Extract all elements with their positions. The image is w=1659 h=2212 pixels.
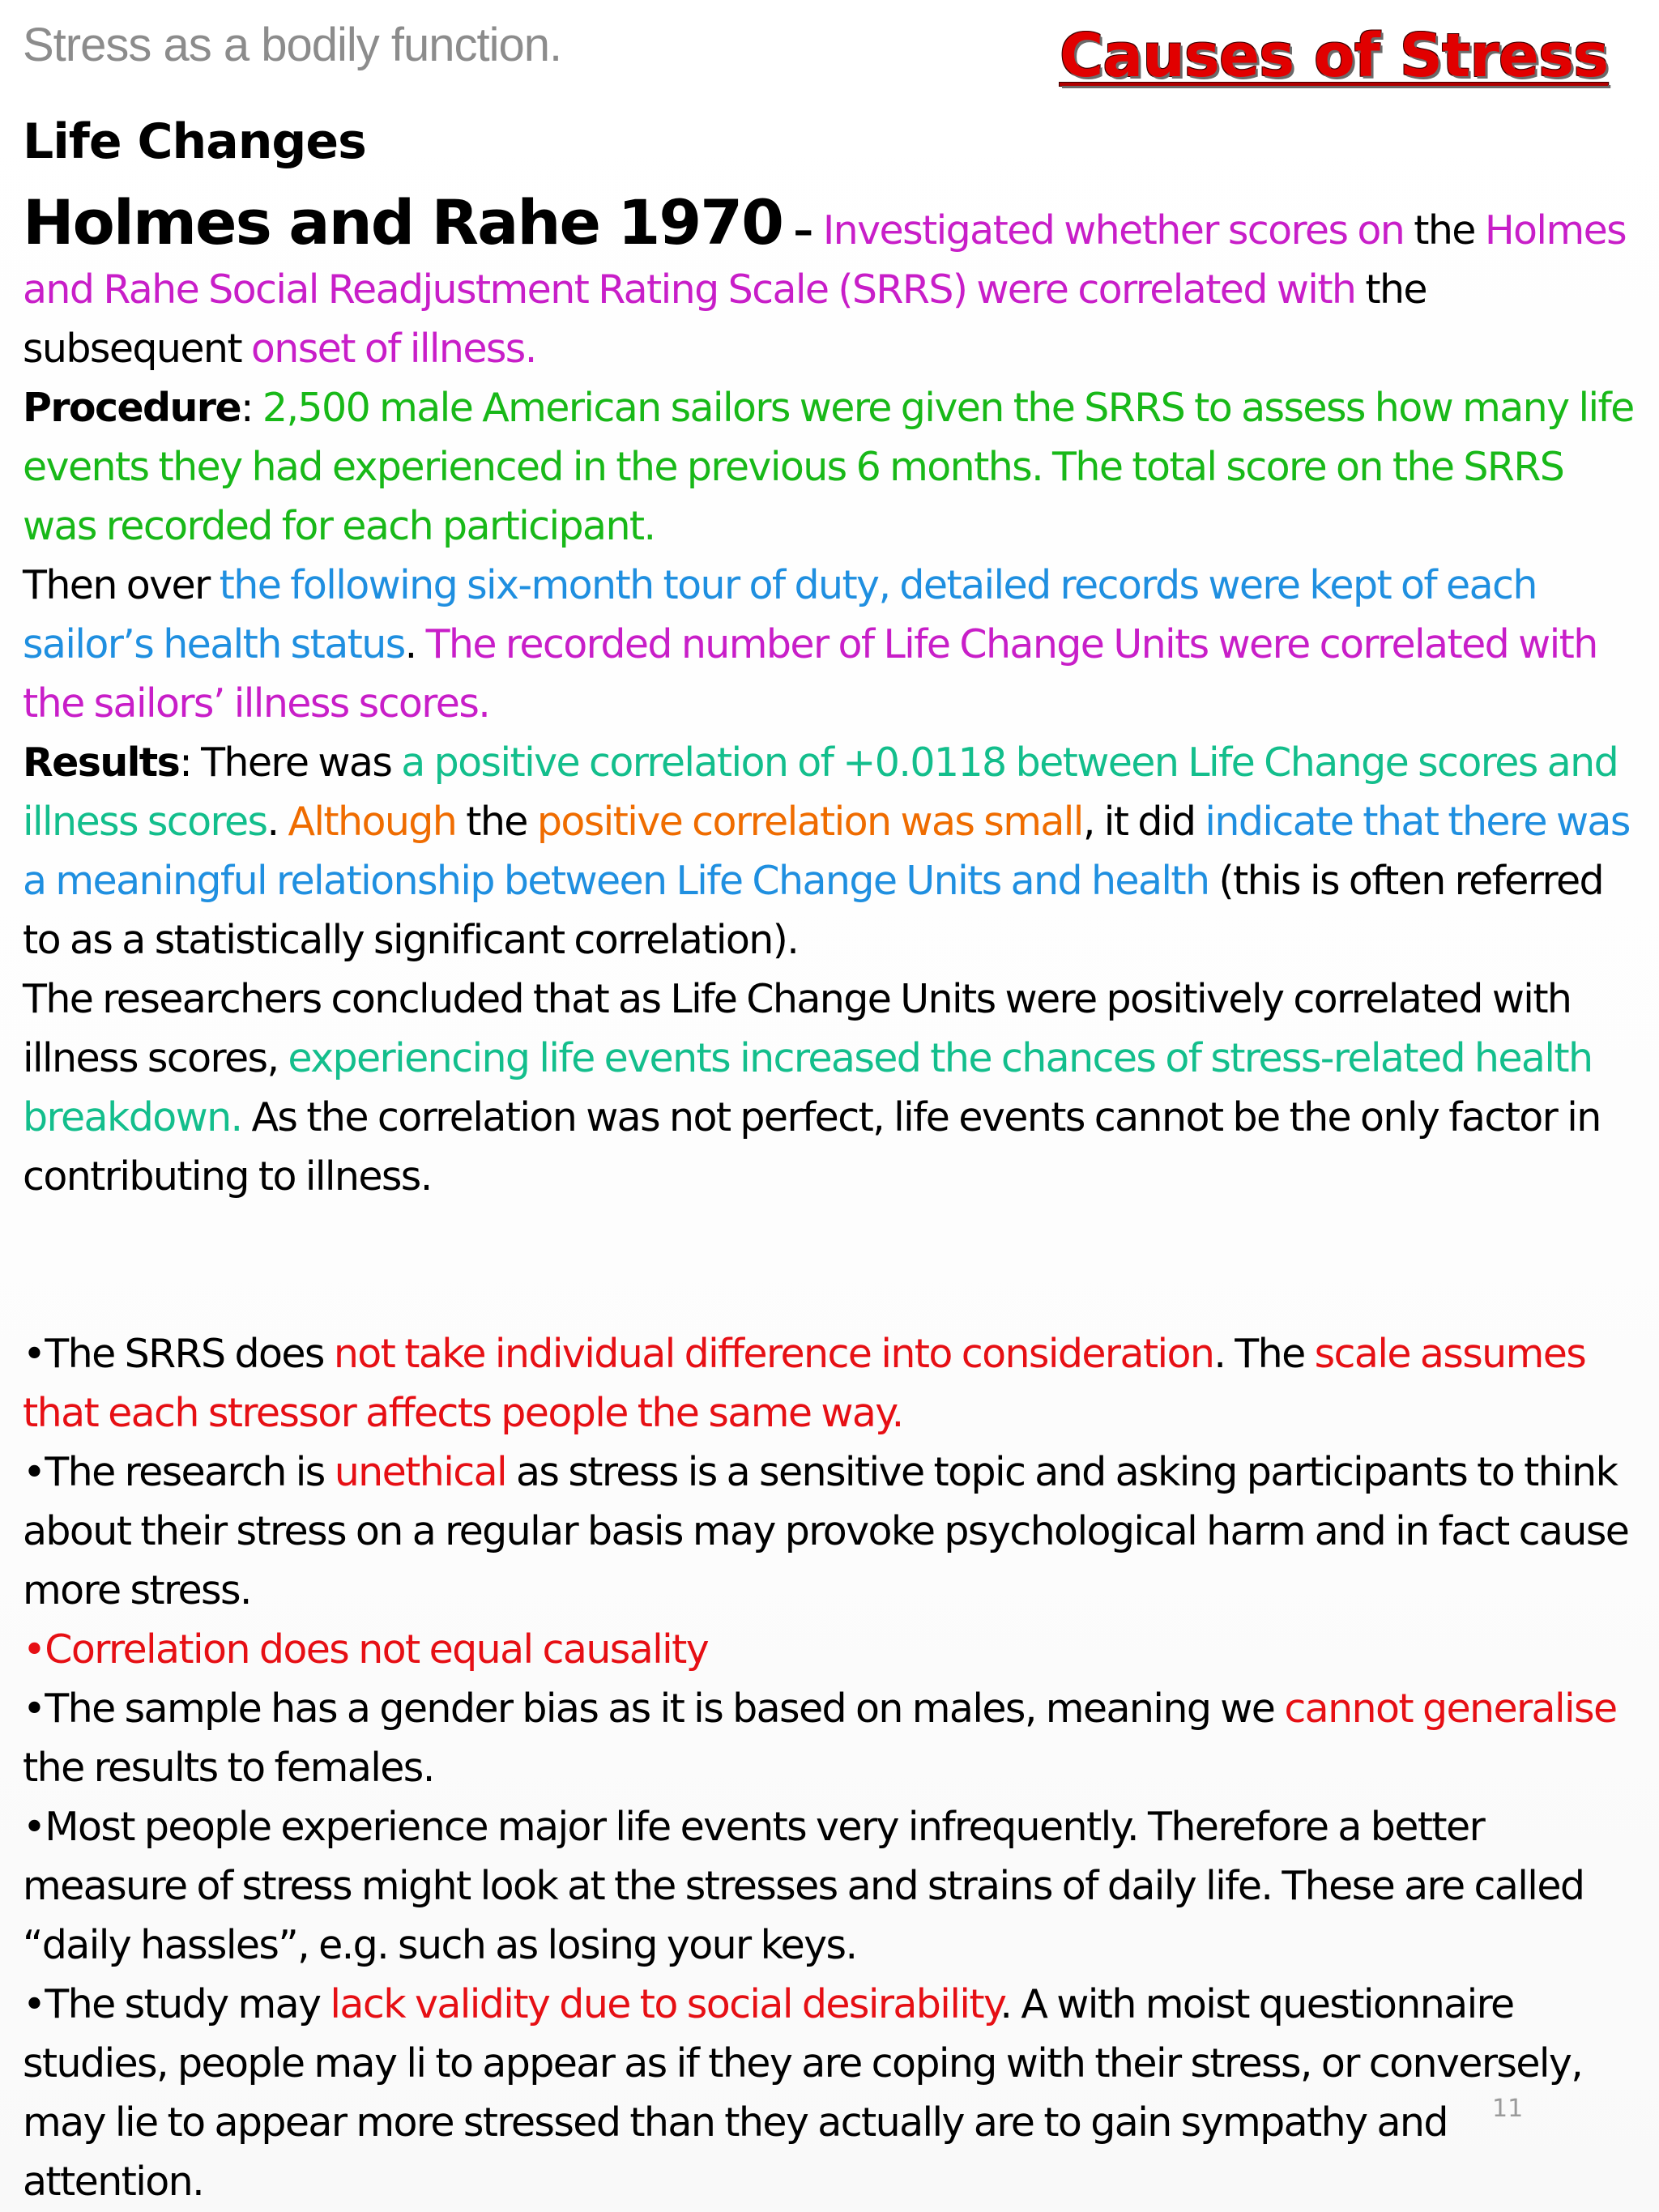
procedure-paragraph bbox=[23, 378, 1635, 556]
results-text: indicate that there was a meaningful relationship between Life Change Units and health bbox=[23, 799, 1630, 904]
evaluation-text: lack validity due to social desirability bbox=[330, 1981, 1000, 2027]
evaluation-text: •Most people experience major life events very infrequently. Therefore a better measure of stress might look at the stresses and strains of daily life. These are called “daily hassles”, e.g. such as losing your keys. bbox=[23, 1804, 1584, 1968]
slide-title: Causes of Stress bbox=[1060, 21, 1609, 91]
study-aim-text: the subsequent bbox=[23, 266, 1427, 372]
study-aim-text: the bbox=[1404, 207, 1485, 254]
slide-subtitle: Stress as a bodily function. bbox=[23, 19, 562, 71]
evaluation-point bbox=[23, 1443, 1635, 1620]
procedure-text: 2,500 male American sailors were given the SRRS to assess how many life events they had experienced in the previous 6 months. The total score on the SRRS was recorded for each participant. bbox=[23, 385, 1634, 549]
conclusion-text: experiencing life events increased the chances of stress-related health breakdown. bbox=[23, 1035, 1593, 1140]
results-paragraph bbox=[23, 733, 1635, 970]
section-heading: Life Changes bbox=[23, 113, 366, 170]
evaluation-text: . A with moist questionnaire studies, people may li to appear as if they are coping with their stress, or conversely, may lie to appear more stressed than they actually are to gain sympathy and attention. bbox=[23, 1981, 1583, 2205]
procedure-label: Procedure bbox=[23, 385, 241, 431]
conclusion-text: As the correlation was not perfect, life events cannot be the only factor in contributing to illness. bbox=[23, 1094, 1601, 1200]
study-title: Holmes and Rahe 1970 bbox=[23, 186, 783, 258]
results-text: Although bbox=[288, 799, 457, 845]
conclusion-text: The researchers concluded that as Life Change Units were positively correlated with illness scores, bbox=[23, 976, 1572, 1081]
evaluation-point bbox=[23, 1975, 1635, 2211]
results-text: , it did bbox=[1082, 799, 1205, 845]
evaluation-text: as stress is a sensitive topic and asking participants to think about their stress on a regular basis may provoke psychological harm and in fact cause more stress. bbox=[23, 1449, 1629, 1613]
evaluation-text: •The study may bbox=[23, 1981, 331, 2027]
evaluation-point bbox=[23, 1324, 1635, 1443]
study-aim-text: Investigated whether scores on bbox=[822, 207, 1405, 254]
study-paragraph bbox=[23, 186, 1635, 378]
evaluation-point bbox=[23, 1797, 1635, 1975]
evaluation-text: cannot generalise bbox=[1284, 1686, 1617, 1732]
procedure-text: Then over bbox=[23, 562, 220, 608]
study-aim-text: onset of illness. bbox=[250, 326, 536, 372]
evaluation-text: unethical bbox=[334, 1449, 507, 1495]
evaluation-text: the results to females. bbox=[23, 1745, 434, 1791]
evaluation-text: not take individual difference into consideration bbox=[333, 1331, 1214, 1377]
evaluation-text: . The bbox=[1213, 1331, 1315, 1377]
evaluation-text: •The SRRS does bbox=[23, 1331, 334, 1377]
slide-body bbox=[23, 186, 1635, 2211]
procedure-text: . bbox=[404, 621, 426, 667]
results-label: Results bbox=[23, 739, 180, 786]
section-gap bbox=[23, 1206, 1635, 1324]
follow-up-paragraph bbox=[23, 556, 1635, 733]
results-text: the bbox=[456, 799, 537, 845]
results-text: : There was bbox=[179, 739, 402, 786]
evaluation-point bbox=[23, 1679, 1635, 1797]
evaluation-text: •The research is bbox=[23, 1449, 335, 1495]
results-text: (this is often referred to as a statistically significant correlation). bbox=[23, 858, 1604, 963]
results-text: positive correlation was small bbox=[536, 799, 1083, 845]
procedure-text: the following six-month tour of duty, detailed records were kept of each sailor’s health status bbox=[23, 562, 1537, 667]
evaluation-text: •The sample has a gender bias as it is based on males, meaning we bbox=[23, 1686, 1285, 1732]
results-text: a positive correlation of +0.0118 between Life Change scores and illness scores bbox=[23, 739, 1618, 845]
results-text: . bbox=[267, 799, 288, 845]
evaluation-text: scale assumes that each stressor affects people the same way. bbox=[23, 1331, 1586, 1436]
page-number: 11 bbox=[1492, 2095, 1524, 2123]
study-aim-text: Holmes and Rahe Social Readjustment Rating Scale (SRRS) were correlated with bbox=[23, 207, 1627, 313]
evaluation-point bbox=[23, 1620, 1635, 1679]
conclusion-paragraph bbox=[23, 970, 1635, 1206]
procedure-text: The recorded number of Life Change Units were correlated with the sailors’ illness scores. bbox=[23, 621, 1597, 727]
procedure-text: : bbox=[240, 385, 262, 431]
evaluation-text: •Correlation does not equal causality bbox=[23, 1626, 709, 1673]
title-dash: – bbox=[783, 207, 823, 254]
